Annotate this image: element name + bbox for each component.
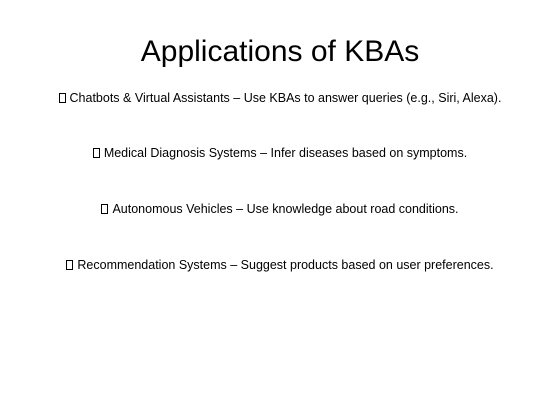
- missing-glyph-icon: [66, 260, 73, 270]
- bullet-item-autonomous-vehicles: [0, 200, 560, 218]
- bullet-text: Recommendation Systems – Suggest products based on user preferences.: [77, 258, 494, 272]
- bullet-item-medical-diagnosis: [0, 144, 560, 162]
- bullet-item-chatbots: [0, 89, 560, 107]
- bullet-text: Chatbots & Virtual Assistants – Use KBAs to answer queries (e.g., Siri, Alexa).: [69, 91, 502, 105]
- missing-glyph-icon: [93, 148, 100, 158]
- bullet-text: Autonomous Vehicles – Use knowledge about road conditions.: [112, 202, 459, 216]
- bullet-item-recommendation-systems: [0, 256, 560, 274]
- bullet-text: Medical Diagnosis Systems – Infer diseases based on symptoms.: [103, 146, 468, 160]
- missing-glyph-icon: [59, 93, 66, 103]
- missing-glyph-icon: [101, 204, 108, 214]
- slide-title: Applications of KBAs: [140, 35, 420, 68]
